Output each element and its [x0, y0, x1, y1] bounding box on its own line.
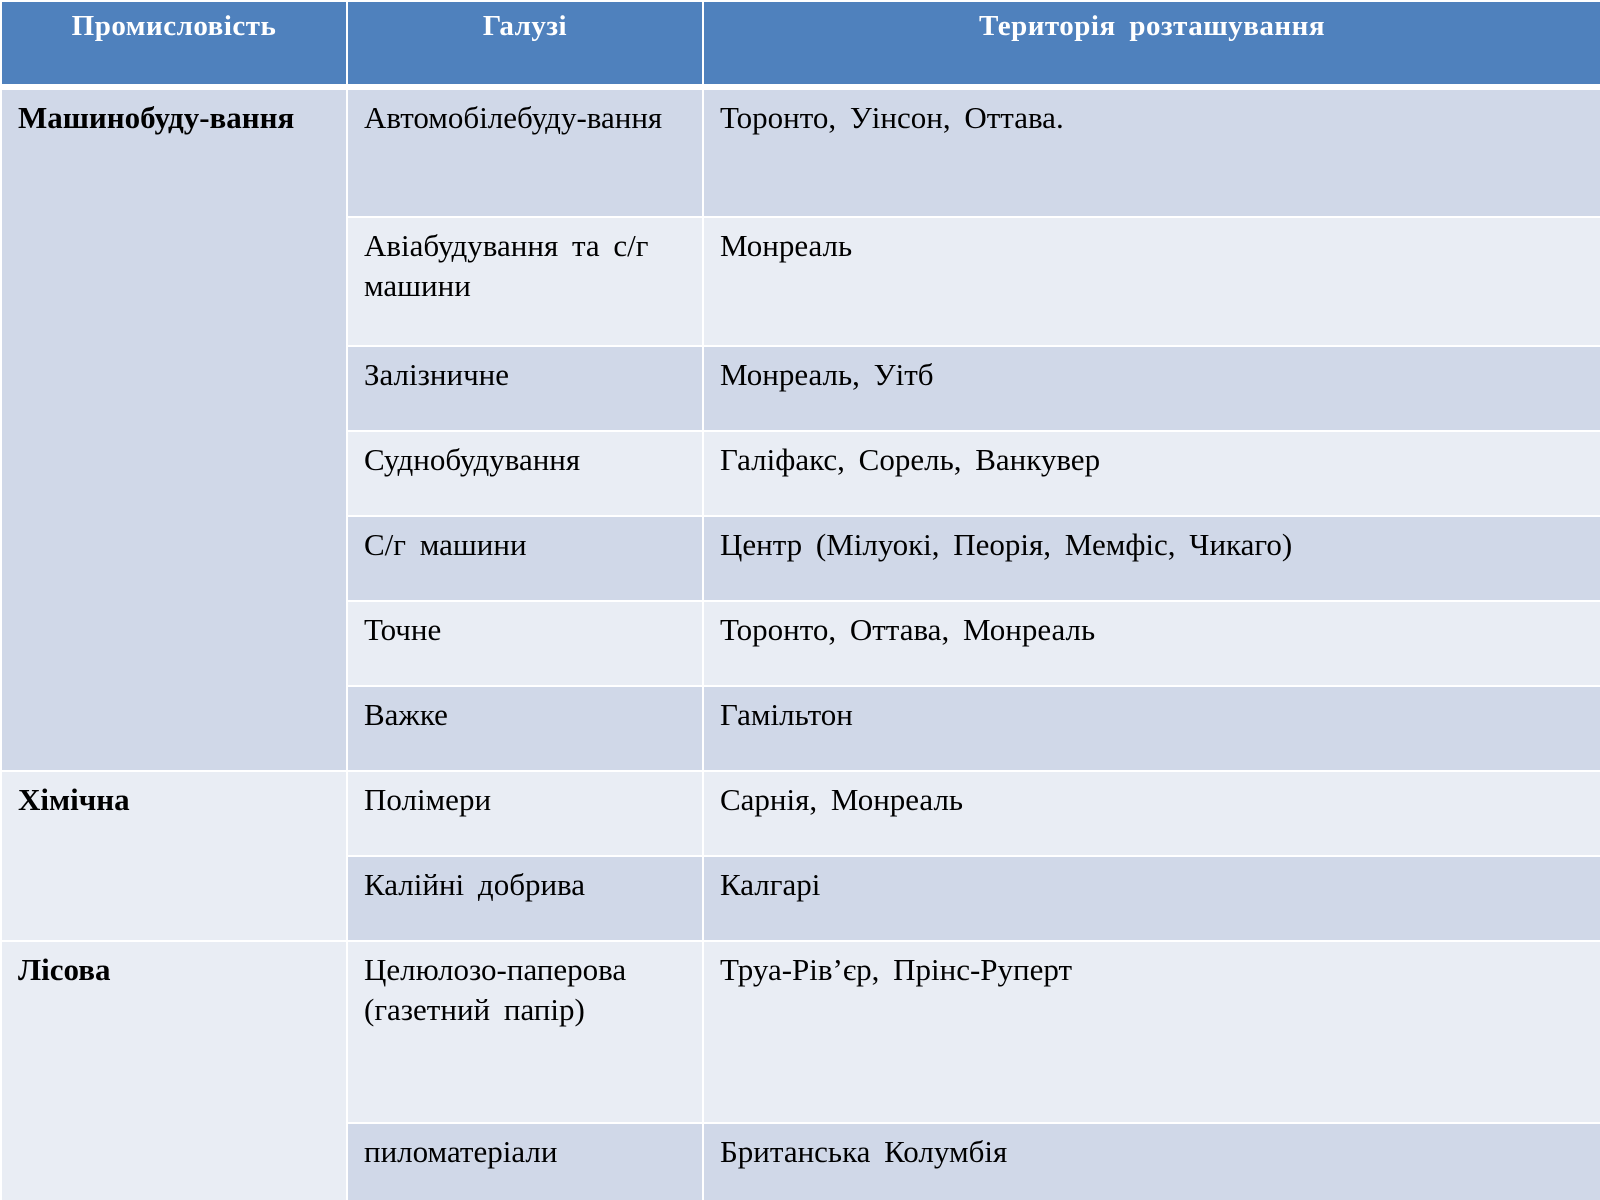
branch-cell: пиломатеріали — [347, 1123, 703, 1200]
territory-cell: Труа-Рів’єр, Прінс-Руперт — [703, 941, 1600, 1123]
territory-cell: Калгарі — [703, 856, 1600, 941]
header-branches: Галузі — [347, 1, 703, 87]
branch-cell: Полімери — [347, 771, 703, 856]
branch-cell: Суднобудування — [347, 431, 703, 516]
table-row — [1, 87, 1600, 217]
industry-cell-machine-building: Машинобуду-вання — [1, 87, 347, 771]
industry-cell-chemical: Хімічна — [1, 771, 347, 941]
table-row — [1, 941, 1600, 1123]
branch-cell: Точне — [347, 601, 703, 686]
territory-cell: Сарнія, Монреаль — [703, 771, 1600, 856]
territory-cell: Торонто, Оттава, Монреаль — [703, 601, 1600, 686]
territory-cell: Центр (Мілуокі, Пеорія, Мемфіс, Чикаго) — [703, 516, 1600, 601]
header-row — [1, 1, 1600, 87]
branch-cell: С/г машини — [347, 516, 703, 601]
table-row — [1, 771, 1600, 856]
header-territory: Територія розташування — [703, 1, 1600, 87]
branch-cell: Автомобілебуду-вання — [347, 87, 703, 217]
branch-cell: Важке — [347, 686, 703, 771]
territory-cell: Британська Колумбія — [703, 1123, 1600, 1200]
industry-cell-forestry: Лісова — [1, 941, 347, 1200]
branch-cell: Целюлозо-паперова (газетний папір) — [347, 941, 703, 1123]
branch-cell: Авіабудування та с/г машини — [347, 217, 703, 346]
territory-cell: Монреаль — [703, 217, 1600, 346]
territory-cell: Гамільтон — [703, 686, 1600, 771]
branch-cell: Залізничне — [347, 346, 703, 431]
branch-cell: Калійні добрива — [347, 856, 703, 941]
territory-cell: Монреаль, Уітб — [703, 346, 1600, 431]
territory-cell: Торонто, Уінсон, Оттава. — [703, 87, 1600, 217]
territory-cell: Галіфакс, Сорель, Ванкувер — [703, 431, 1600, 516]
header-industry: Промисловість — [1, 1, 347, 87]
table-body — [1, 87, 1600, 1200]
table-header — [1, 1, 1600, 87]
